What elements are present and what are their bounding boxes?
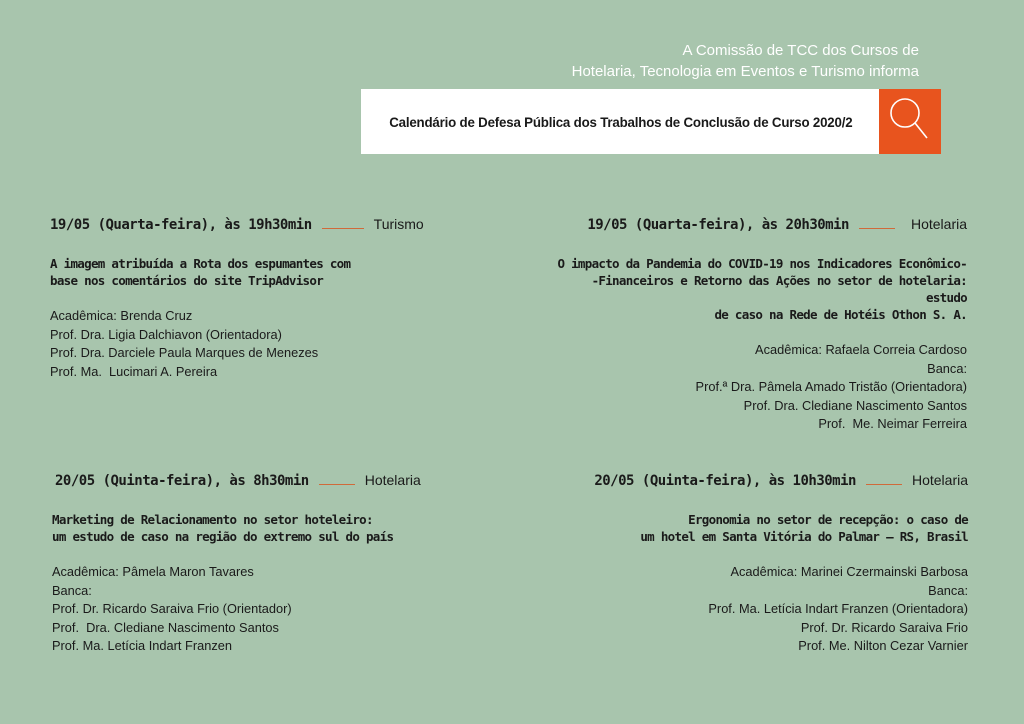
person-line: Prof. Me. Nilton Cezar Varnier	[798, 638, 968, 653]
defense-date: 20/05 (Quinta-feira), às 10h30min	[594, 473, 856, 489]
defense-course: Turismo	[373, 216, 424, 232]
person-line: Prof. Ma. Lucimari A. Pereira	[50, 363, 218, 379]
divider-rule	[322, 228, 364, 229]
defense-date-line	[568, 472, 968, 489]
person-line: Acadêmica: Brenda Cruz	[50, 308, 193, 323]
person-line: Prof. Me. Neimar Ferreira	[818, 416, 967, 431]
defense-title: Ergonomia no setor de recepção: o caso de um hotel em Santa Vitória do Palmar – RS, Brasil	[640, 512, 968, 544]
person-line: Prof. Dra. Darciele Paula Marques de Menezes	[50, 345, 319, 360]
search-icon	[879, 89, 941, 154]
person-line: Prof. Dra. Ligia Dalchiavon (Orientadora)	[50, 326, 282, 342]
person-line: Acadêmica: Marinei Czermainski Barbosa	[730, 564, 968, 579]
defense-people	[556, 341, 967, 434]
divider-rule	[319, 484, 355, 485]
intro-text	[572, 40, 919, 82]
defense-block-4	[568, 472, 968, 656]
defense-course: Hotelaria	[910, 216, 967, 232]
defense-date-line	[50, 216, 430, 233]
person-line: Banca:	[928, 582, 968, 598]
defense-people	[52, 563, 432, 656]
intro-line-1: A Comissão de TCC dos Cursos de	[682, 42, 919, 59]
defense-title: A imagem atribuída a Rota dos espumantes com base nos comentários do site TripAdvisor	[50, 256, 351, 288]
defense-people	[568, 563, 968, 656]
defense-date: 19/05 (Quarta-feira), às 19h30min	[50, 217, 312, 233]
defense-block-1	[50, 216, 430, 381]
person-line: Prof. Dra. Clediane Nascimento Santos	[743, 397, 967, 413]
defense-course: Hotelaria	[364, 472, 421, 488]
banner-title: Calendário de Defesa Pública dos Trabalhos de Conclusão de Curso 2020/2	[388, 113, 853, 130]
divider-rule	[859, 228, 895, 229]
defense-people	[50, 307, 430, 381]
defense-date: 19/05 (Quarta-feira), às 20h30min	[587, 217, 849, 233]
defense-title: Marketing de Relacionamento no setor hoteleiro: um estudo de caso na região do extremo sul do país	[52, 512, 394, 544]
defense-title: O impacto da Pandemia do COVID-19 nos Indicadores Econômico- -Financeiros e Retorno das Ações no setor de hotelaria: estudo de caso na Rede de Hotéis Othon S. A.	[557, 256, 967, 322]
title-banner	[361, 89, 880, 154]
intro-line-2: Hotelaria, Tecnologia em Eventos e Turismo informa	[571, 63, 919, 80]
person-line: Prof. Dra. Clediane Nascimento Santos	[52, 619, 279, 635]
person-line: Acadêmica: Pâmela Maron Tavares	[52, 564, 254, 579]
defense-block-2	[556, 216, 967, 434]
person-line: Banca:	[52, 582, 92, 598]
defense-block-3	[52, 472, 432, 656]
person-line: Acadêmica: Rafaela Correia Cardoso	[755, 342, 967, 357]
person-line: Prof. Ma. Letícia Indart Franzen	[52, 638, 232, 653]
defense-date-line	[52, 472, 432, 489]
person-line: Banca:	[927, 360, 967, 376]
defense-course: Hotelaria	[911, 472, 968, 488]
defense-date: 20/05 (Quinta-feira), às 8h30min	[55, 473, 309, 489]
defense-date-line	[556, 216, 967, 233]
person-line: Prof. Dr. Ricardo Saraiva Frio (Orientador)	[52, 601, 292, 616]
person-line: Prof. Dr. Ricardo Saraiva Frio	[800, 619, 968, 635]
person-line: Prof.ª Dra. Pâmela Amado Tristão (Orientadora)	[695, 379, 967, 394]
divider-rule	[866, 484, 902, 485]
person-line: Prof. Ma. Letícia Indart Franzen (Orientadora)	[708, 601, 968, 616]
